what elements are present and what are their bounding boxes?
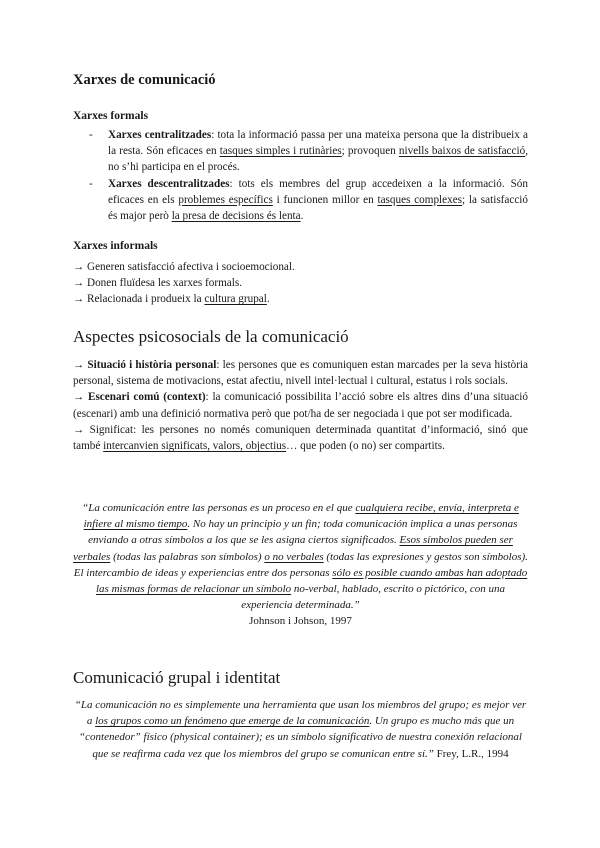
section-title-aspectes: Aspectes psicosocials de la comunicació	[73, 327, 349, 346]
formal-networks-list	[73, 127, 528, 224]
heading-xarxes-informals: Xarxes informals	[73, 240, 158, 252]
quote-frey: “La comunicación no es simplemente una herramienta que usan los miembros del grupo; es mejor ver a los grupos como un fenómeno que emerge de la comunicación. Un grupo es mucho más que un “contenedor” físico (physical container); es un símbolo significativo de nuestra conexión relacional que se reafirma cada vez que los miembros del grupo se comunican entre sí.” Frey, L.R., 1994	[74, 699, 527, 760]
section-title-xarxes: Xarxes de comunicació	[73, 72, 216, 88]
aspectes-paragraphs	[73, 357, 528, 454]
informal-line-1: → Generen satisfacció afectiva i socioemocional.	[73, 261, 295, 273]
quote-attribution: Frey, L.R., 1994	[433, 747, 509, 760]
list-item: - Xarxes centralitzades: tota la informació passa per una mateixa persona que la distribueix a la resta. Són eficaces en tasques simples i rutinàries; provoquen nivells baixos de satisfacció, no s’hi participa en el procés.	[73, 127, 528, 176]
paragraph-situacio: → Situació i història personal: les persones que es comuniquen estan marcades per la seva història personal, sistema de motivacions, estat afectiu, nivell intel·lectual i cultural, estatus i rols socials.	[73, 359, 529, 388]
paragraph-significat: → Significat: les persones no només comuniquen determinada quantitat d’informació, sinó que també intercanvien significats, valors, objectius… que poden (o no) ser compartits.	[73, 423, 528, 453]
section-title-comunicacio-grupal: Comunicació grupal i identitat	[73, 668, 281, 687]
informal-line-2: → Donen fluïdesa les xarxes formals.	[73, 277, 243, 290]
quote-attribution: Johnson i Johson, 1997	[249, 615, 352, 628]
informal-networks-lines	[73, 259, 528, 308]
list-item: - Xarxes descentralitzades: tots els membres del grup accedeixen a la informació. Són eficaces en els problemes específics i funcionen millor en tasques complexes; la satisfacció és major però la presa de decisions és lenta.	[73, 176, 528, 225]
quote-johnson: “La comunicación entre las personas es un proceso en el que cualquiera recibe, envía, interpreta e infiere al mismo tiempo. No hay un principio y un fin; toda comunicación implica a unas personas enviando a otras símbolos a los que se les asigna ciertos significados. Esos símbolos pueden ser verbales (todas las palabras son símbolos) o no verbales (todas las expresiones y gestos son símbolos). El intercambio de ideas y experiencias entre dos personas sólo es posible cuando ambas han adoptado las mismas formas de relacionar un símbolo no-verbal, hablado, escrito o pictórico, con una experiencia determinada.” Johnson i Johson, 1997	[73, 500, 528, 630]
heading-xarxes-formals: Xarxes formals	[73, 110, 149, 122]
paragraph-escenari: → Escenari comú (context): la comunicació possibilita l’acció sobre els altres dins d’una situació (escenari) amb una definició normativa però que pot/ha de ser negociada i que pot ser modificada.	[73, 391, 529, 420]
informal-line-3: → Relacionada i produeix la cultura grupal.	[73, 293, 270, 306]
